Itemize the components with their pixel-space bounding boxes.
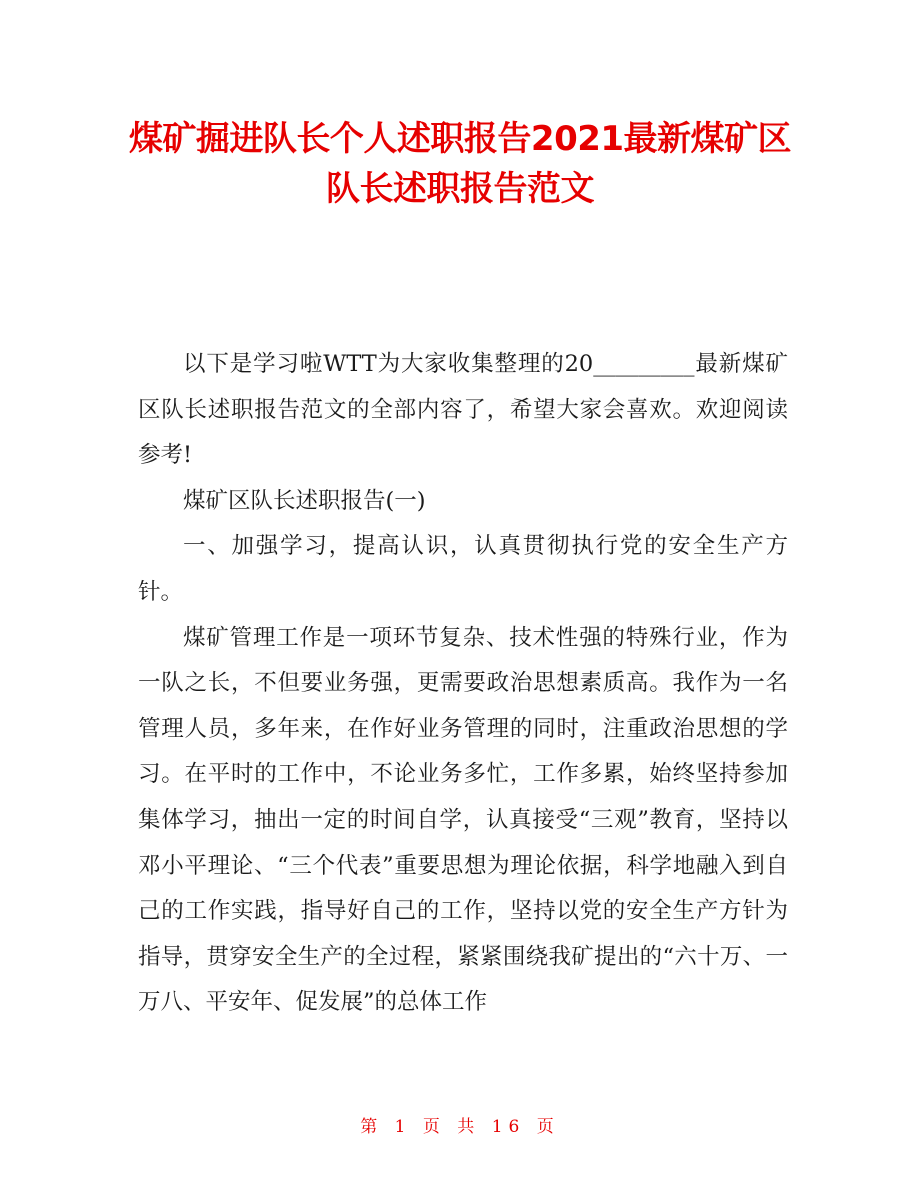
document-title: 煤矿掘进队长个人述职报告2021最新煤矿区队长述职报告范文 — [128, 119, 792, 209]
page-number-footer: 第 1 页 共 16 页 — [360, 1117, 560, 1137]
paragraph-section-heading: 煤矿区队长述职报告(一) — [183, 487, 426, 514]
paragraph-intro: 以下是学习啦WTT为大家收集整理的20_________最新煤矿区队长述职报告范文的全部内容了，希望大家会喜欢。欢迎阅读参考! — [138, 351, 788, 469]
paragraph-point-one: 一、加强学习，提高认识，认真贯彻执行党的安全生产方针。 — [138, 533, 788, 605]
document-body — [138, 342, 788, 1026]
paragraph-main: 煤矿管理工作是一项环节复杂、技术性强的特殊行业，作为一队之长，不但要业务强，更需要政治思想素质高。我作为一名管理人员，多年来，在作好业务管理的同时，注重政治思想的学习。在平时的工作中，不论业务多忙，工作多累，始终坚持参加集体学习，抽出一定的时间自学，认真接受“三观”教育，坚持以邓小平理论、“三个代表”重要思想为理论依据，科学地融入到自己的工作实践，指导好自己的工作，坚持以党的安全生产方针为指导，贯穿安全生产的全过程，紧紧围绕我矿提出的“六十万、一万八、平安年、促发展”的总体工作 — [138, 624, 788, 1016]
